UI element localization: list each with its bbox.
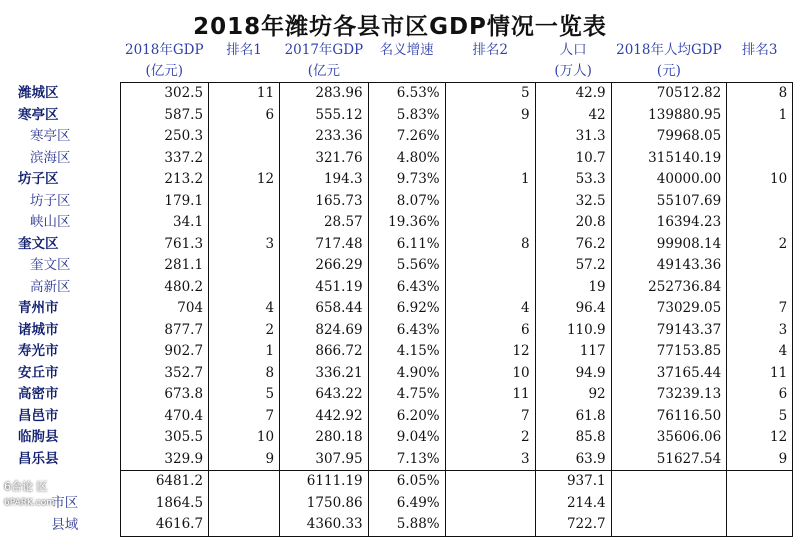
table-cell: 11	[209, 83, 280, 105]
table-row	[10, 363, 793, 385]
table-cell	[445, 148, 535, 170]
table-cell: 252736.84	[611, 277, 727, 299]
table-cell: 57.2	[535, 255, 611, 277]
table-cell: 329.9	[120, 449, 209, 471]
summary-cell: 6481.2	[120, 471, 209, 493]
watermark	[4, 478, 64, 508]
table-cell: 92	[535, 384, 611, 406]
summary-cell: 722.7	[535, 514, 611, 536]
table-cell: 6.92%	[368, 298, 445, 320]
table-cell: 11	[727, 363, 793, 385]
table-cell: 6.43%	[368, 320, 445, 342]
table-cell: 9.04%	[368, 427, 445, 449]
column-header: 2018年GDP	[125, 42, 204, 58]
table-cell: 213.2	[120, 169, 209, 191]
table-cell: 305.5	[120, 427, 209, 449]
table-cell: 866.72	[280, 341, 369, 363]
summary-cell: 4616.7	[120, 514, 209, 536]
summary-cell: 6.49%	[368, 493, 445, 515]
table-cell: 9	[445, 105, 535, 127]
row-label: 潍城区	[18, 85, 59, 101]
table-cell: 117	[535, 341, 611, 363]
row-label: 坊子区	[30, 192, 71, 209]
row-label: 临朐县	[18, 429, 59, 446]
table-cell: 824.69	[280, 320, 369, 342]
table-cell: 5	[209, 384, 280, 406]
table-cell: 6	[727, 384, 793, 406]
header-row	[10, 40, 793, 61]
table-cell: 10	[445, 363, 535, 385]
table-cell: 31.3	[535, 126, 611, 148]
column-header: (亿元	[307, 63, 340, 79]
table-cell: 94.9	[535, 363, 611, 385]
table-cell: 442.92	[280, 406, 369, 428]
summary-cell: 6111.19	[280, 471, 369, 493]
table-cell: 480.2	[120, 277, 209, 299]
table-cell: 233.36	[280, 126, 369, 148]
summary-row	[10, 471, 793, 493]
table-cell: 5	[727, 406, 793, 428]
table-cell	[727, 277, 793, 299]
summary-row	[10, 493, 793, 515]
watermark-line2: 6PARK.com	[4, 498, 55, 508]
table-cell: 1	[445, 169, 535, 191]
table-cell: 49143.36	[611, 255, 727, 277]
table-cell	[445, 191, 535, 213]
table-cell: 6.11%	[368, 234, 445, 256]
summary-cell	[727, 471, 793, 493]
row-label: 坊子区	[18, 171, 59, 188]
table-cell: 302.5	[120, 83, 209, 105]
table-cell: 307.95	[280, 449, 369, 471]
table-row	[10, 191, 793, 213]
table-cell: 643.22	[280, 384, 369, 406]
summary-row	[10, 514, 793, 536]
table-cell: 4.80%	[368, 148, 445, 170]
table-cell: 99908.14	[611, 234, 727, 256]
table-row	[10, 212, 793, 234]
column-header: 排名1	[226, 42, 262, 58]
table-cell: 250.3	[120, 126, 209, 148]
table-row	[10, 449, 793, 471]
table-cell: 5.83%	[368, 105, 445, 127]
column-header: 2018年人均GDP	[616, 42, 722, 58]
table-cell: 20.8	[535, 212, 611, 234]
table-cell: 877.7	[120, 320, 209, 342]
table-cell: 10	[727, 169, 793, 191]
summary-cell: 4360.33	[280, 514, 369, 536]
column-header: (亿元)	[145, 63, 184, 79]
table-cell: 10	[209, 427, 280, 449]
table-row	[10, 406, 793, 428]
table-row	[10, 255, 793, 277]
row-label: 寿光市	[18, 343, 59, 360]
table-cell: 6.53%	[368, 83, 445, 105]
table-cell: 34.1	[120, 212, 209, 234]
table-cell: 470.4	[120, 406, 209, 428]
table-cell: 9	[209, 449, 280, 471]
summary-cell	[445, 514, 535, 536]
table-cell: 77153.85	[611, 341, 727, 363]
table-cell: 28.57	[280, 212, 369, 234]
table-cell: 165.73	[280, 191, 369, 213]
table-cell: 321.76	[280, 148, 369, 170]
column-header	[445, 61, 535, 83]
table-row	[10, 320, 793, 342]
table-cell: 8	[727, 83, 793, 105]
table-cell: 5	[445, 83, 535, 105]
table-cell	[727, 212, 793, 234]
table-cell: 3	[727, 320, 793, 342]
table-cell: 658.44	[280, 298, 369, 320]
table-cell: 4	[445, 298, 535, 320]
table-cell: 4.75%	[368, 384, 445, 406]
table-cell	[445, 126, 535, 148]
table-cell: 6	[445, 320, 535, 342]
table-cell: 704	[120, 298, 209, 320]
table-cell: 4.15%	[368, 341, 445, 363]
table-cell: 902.7	[120, 341, 209, 363]
summary-cell	[209, 493, 280, 515]
summary-cell: 5.88%	[368, 514, 445, 536]
table-cell: 194.3	[280, 169, 369, 191]
table-cell: 555.12	[280, 105, 369, 127]
row-label: 奎文区	[18, 235, 59, 252]
table-cell: 4	[727, 341, 793, 363]
table-row	[10, 148, 793, 170]
header-blank	[10, 61, 120, 83]
column-header	[209, 61, 280, 83]
row-label: 奎文区	[30, 257, 71, 274]
summary-cell	[727, 514, 793, 536]
column-header: 排名3	[741, 42, 778, 58]
row-label: 寒亭区	[30, 128, 71, 145]
table-cell: 7	[209, 406, 280, 428]
table-cell: 51627.54	[611, 449, 727, 471]
summary-label: 市区	[51, 494, 79, 511]
table-cell: 4.90%	[368, 363, 445, 385]
summary-cell	[611, 514, 727, 536]
table-row	[10, 298, 793, 320]
row-label: 峡山区	[30, 214, 71, 231]
table-cell: 73239.13	[611, 384, 727, 406]
table-cell: 96.4	[535, 298, 611, 320]
table-cell: 12	[445, 341, 535, 363]
table-cell	[727, 148, 793, 170]
table-cell: 16394.23	[611, 212, 727, 234]
summary-label: 县域	[51, 516, 79, 533]
table-cell: 2	[727, 234, 793, 256]
table-cell: 42.9	[535, 83, 611, 105]
table-cell: 2	[209, 320, 280, 342]
table-cell: 7	[727, 298, 793, 320]
row-label: 青州市	[18, 300, 59, 317]
table-cell: 42	[535, 105, 611, 127]
summary-cell: 937.1	[535, 471, 611, 493]
table-cell: 6.20%	[368, 406, 445, 428]
table-cell: 3	[209, 234, 280, 256]
table-cell: 281.1	[120, 255, 209, 277]
row-label: 寒亭区	[18, 106, 59, 123]
table-cell	[209, 255, 280, 277]
table-cell: 9	[727, 449, 793, 471]
table-cell: 53.3	[535, 169, 611, 191]
table-cell: 76116.50	[611, 406, 727, 428]
table-cell: 7	[445, 406, 535, 428]
table-cell: 63.9	[535, 449, 611, 471]
row-label: 滨海区	[30, 149, 71, 166]
table-cell: 280.18	[280, 427, 369, 449]
table-cell	[209, 148, 280, 170]
summary-cell: 1864.5	[120, 493, 209, 515]
table-cell: 139880.95	[611, 105, 727, 127]
table-cell: 6	[209, 105, 280, 127]
table-row	[10, 126, 793, 148]
summary-cell	[445, 493, 535, 515]
table-cell	[727, 191, 793, 213]
table-cell: 70512.82	[611, 83, 727, 105]
column-header: 2017年GDP	[284, 42, 364, 58]
header-row	[10, 61, 793, 83]
summary-cell	[209, 514, 280, 536]
table-cell: 12	[727, 427, 793, 449]
table-cell: 11	[445, 384, 535, 406]
table-cell	[209, 191, 280, 213]
column-header: 人口	[559, 42, 587, 58]
table-title: 2018年潍坊各县市区GDP情况一览表	[193, 14, 607, 40]
column-header	[727, 61, 793, 83]
table-cell	[445, 212, 535, 234]
table-cell: 73029.05	[611, 298, 727, 320]
row-label: 高新区	[30, 278, 71, 295]
table-cell: 76.2	[535, 234, 611, 256]
table-cell: 7.26%	[368, 126, 445, 148]
table-cell: 7.13%	[368, 449, 445, 471]
table-cell: 61.8	[535, 406, 611, 428]
table-cell: 8	[445, 234, 535, 256]
summary-cell	[611, 493, 727, 515]
table-cell: 717.48	[280, 234, 369, 256]
table-cell: 85.8	[535, 427, 611, 449]
table-cell: 3	[445, 449, 535, 471]
row-label: 昌邑市	[18, 407, 59, 424]
table-cell: 55107.69	[611, 191, 727, 213]
table-row	[10, 234, 793, 256]
column-header	[368, 61, 445, 83]
table-cell: 79968.05	[611, 126, 727, 148]
summary-cell	[445, 471, 535, 493]
table-cell: 337.2	[120, 148, 209, 170]
table-row	[10, 427, 793, 449]
table-cell: 1	[209, 341, 280, 363]
column-header: (万人)	[554, 63, 592, 79]
table-cell: 315140.19	[611, 148, 727, 170]
table-cell	[209, 212, 280, 234]
table-cell: 2	[445, 427, 535, 449]
table-cell: 1	[727, 105, 793, 127]
summary-cell: 214.4	[535, 493, 611, 515]
table-cell: 336.21	[280, 363, 369, 385]
table-cell: 35606.06	[611, 427, 727, 449]
table-cell: 12	[209, 169, 280, 191]
table-cell	[727, 126, 793, 148]
header-blank	[10, 40, 120, 61]
table-row	[10, 83, 793, 105]
summary-cell	[727, 493, 793, 515]
column-header: 名义增速	[379, 42, 434, 58]
table-row	[10, 384, 793, 406]
table-cell: 110.9	[535, 320, 611, 342]
row-label: 诸城市	[18, 321, 59, 338]
row-label: 安丘市	[18, 364, 59, 381]
row-label: 昌乐县	[18, 451, 59, 467]
table-row	[10, 105, 793, 127]
table-row	[10, 341, 793, 363]
table-cell: 283.96	[280, 83, 369, 105]
table-cell: 19.36%	[368, 212, 445, 234]
table-cell: 179.1	[120, 191, 209, 213]
table-cell: 32.5	[535, 191, 611, 213]
row-label: 高密市	[18, 386, 59, 403]
table-cell: 6.43%	[368, 277, 445, 299]
table-cell: 8	[209, 363, 280, 385]
table-cell: 9.73%	[368, 169, 445, 191]
table-cell: 10.7	[535, 148, 611, 170]
table-cell: 352.7	[120, 363, 209, 385]
column-header: 排名2	[472, 42, 508, 58]
summary-cell: 6.05%	[368, 471, 445, 493]
summary-cell: 1750.86	[280, 493, 369, 515]
table-row	[10, 277, 793, 299]
table-cell: 451.19	[280, 277, 369, 299]
summary-cell	[611, 471, 727, 493]
table-cell	[209, 277, 280, 299]
table-cell: 587.5	[120, 105, 209, 127]
table-cell: 761.3	[120, 234, 209, 256]
table-cell	[445, 277, 535, 299]
table-cell: 37165.44	[611, 363, 727, 385]
watermark-line1: 6合论 区	[4, 480, 48, 493]
table-cell: 40000.00	[611, 169, 727, 191]
table-cell: 19	[535, 277, 611, 299]
table-cell: 5.56%	[368, 255, 445, 277]
table-row	[10, 169, 793, 191]
table-cell	[209, 126, 280, 148]
table-cell: 4	[209, 298, 280, 320]
gdp-table	[10, 40, 793, 537]
table-cell	[445, 255, 535, 277]
table-cell: 79143.37	[611, 320, 727, 342]
summary-cell	[209, 471, 280, 493]
column-header: (元)	[656, 63, 681, 79]
table-cell: 673.8	[120, 384, 209, 406]
table-cell	[727, 255, 793, 277]
table-cell: 266.29	[280, 255, 369, 277]
table-cell: 8.07%	[368, 191, 445, 213]
